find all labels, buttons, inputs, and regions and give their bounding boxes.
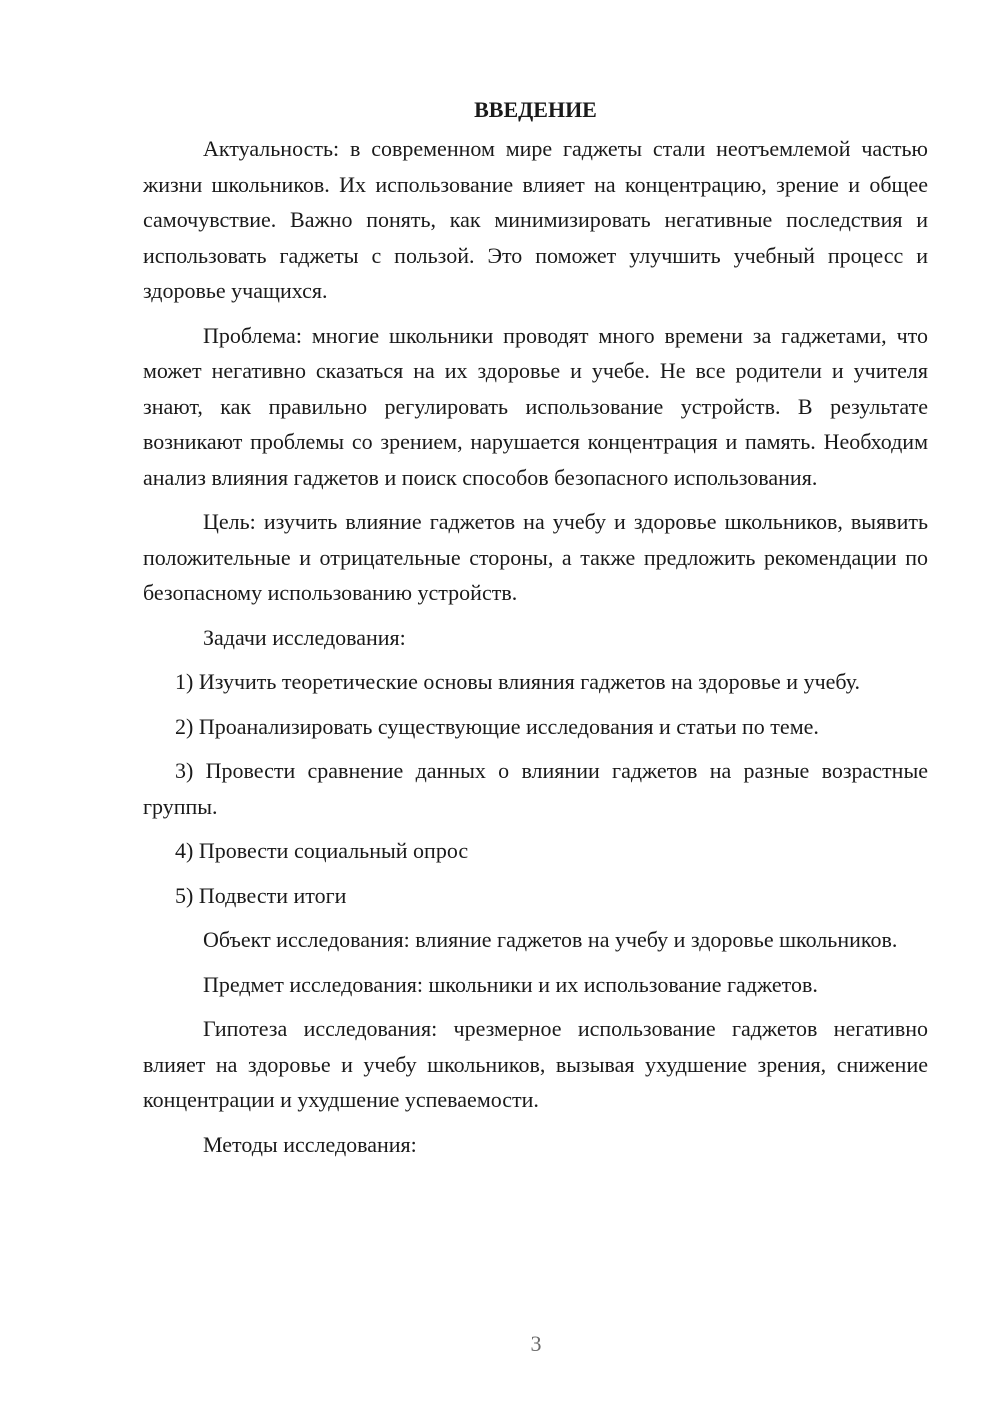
- task-item-4: 4) Провести социальный опрос: [175, 838, 469, 863]
- tasks-title: Задачи исследования:: [203, 624, 406, 650]
- task-item-2: 2) Проанализировать существующие исследования и статьи по теме.: [175, 713, 819, 739]
- task-item-1: 1) Изучить теоретические основы влияния гаджетов на здоровье и учебу.: [175, 669, 861, 694]
- page-number: 3: [530, 1331, 542, 1356]
- task-item-3: 3) Провести сравнение данных о влиянии гаджетов на разные возрастные группы.: [143, 758, 928, 819]
- goal-paragraph: Цель: изучить влияние гаджетов на учебу и здоровье школьников, выявить положительные и отрицательные стороны, а также предложить рекомендации по безопасному использованию устройств.: [143, 509, 928, 605]
- problem-paragraph: Проблема: многие школьники проводят много времени за гаджетами, что может негативно сказаться на их здоровье и учебе. Не все родители и учителя знают, как правильно регулировать использование устройств. В результате возникают проблемы со зрением, нарушается концентрация и память. Необходим анализ влияния гаджетов и поиск способов безопасного использования.: [143, 322, 928, 490]
- object-paragraph: Объект исследования: влияние гаджетов на учебу и здоровье школьников.: [203, 927, 898, 952]
- relevance-paragraph: Актуальность: в современном мире гаджеты стали неотъемлемой частью жизни школьников. Их использование влияет на концентрацию, зрение и общее самочувствие. Важно понять, как минимизировать негативные последствия и использовать гаджеты с пользой. Это поможет улучшить учебный процесс и здоровье учащихся.: [143, 136, 928, 303]
- methods-title: Методы исследования:: [203, 1131, 417, 1157]
- section-heading: ВВЕДЕНИЕ: [474, 97, 597, 122]
- hypothesis-paragraph: Гипотеза исследования: чрезмерное использование гаджетов негативно влияет на здоровье и учебу школьников, вызывая ухудшение зрения, снижение концентрации и ухудшение успеваемости.: [143, 1016, 928, 1112]
- document-page: [143, 92, 928, 1171]
- task-item-5: 5) Подвести итоги: [175, 882, 347, 908]
- subject-paragraph: Предмет исследования: школьники и их использование гаджетов.: [203, 971, 818, 997]
